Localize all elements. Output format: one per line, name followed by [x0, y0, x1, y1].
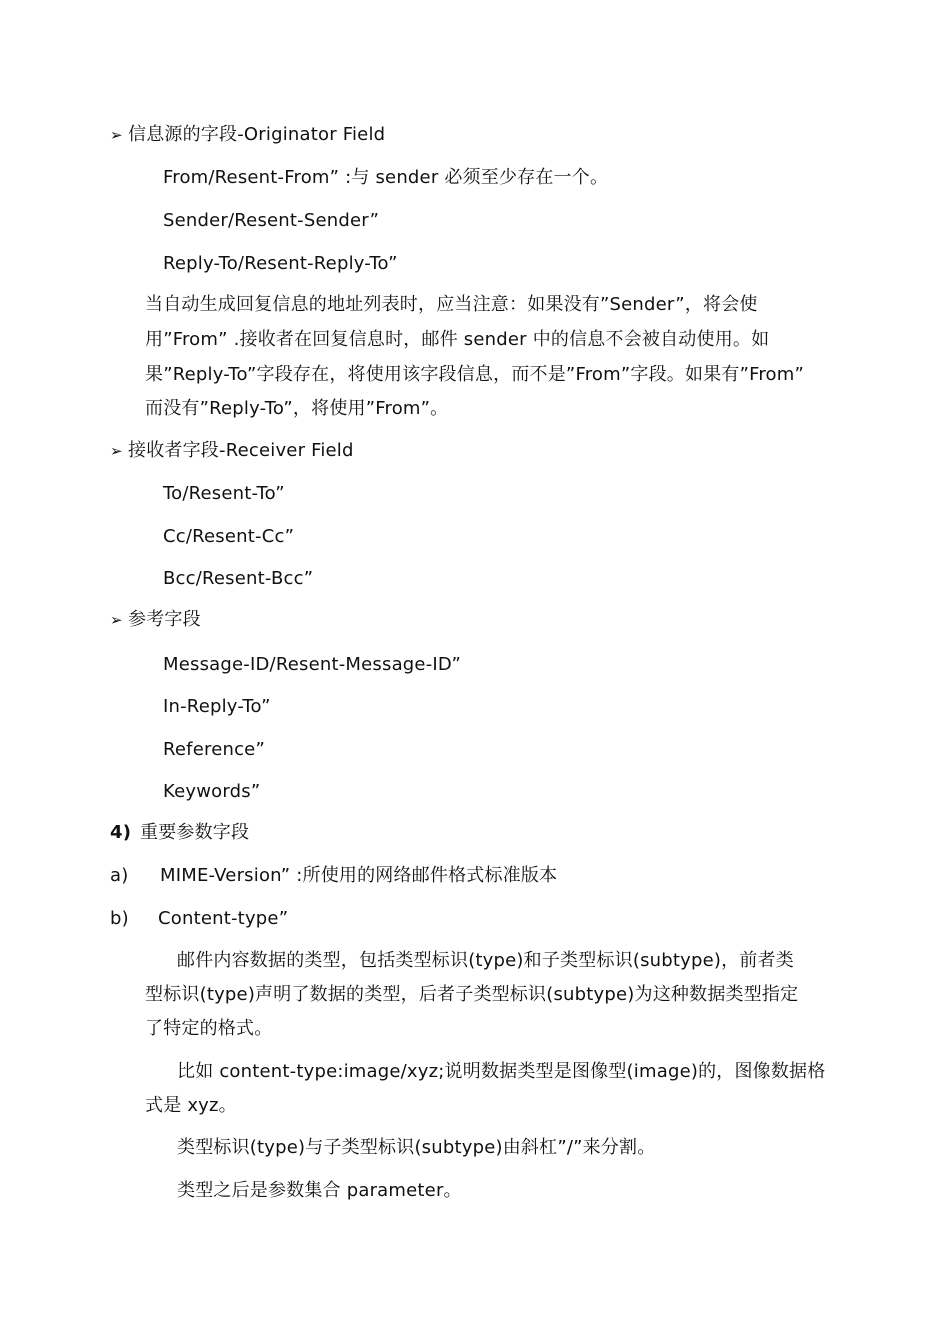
item-b-label: b)	[110, 908, 129, 929]
item-b	[110, 907, 288, 931]
originator-title: 信息源的字段-Originator Field	[128, 124, 386, 145]
important-heading	[110, 821, 249, 845]
originator-item-from: From/Resent-From” :与 sender 必须至少存在一个。	[163, 167, 609, 188]
important-title: 重要参数字段	[140, 822, 250, 843]
arrow-bullet-icon: ➢	[110, 611, 123, 629]
content-type-para4: 类型之后是参数集合 parameter。	[177, 1180, 462, 1201]
receiver-item-bcc: Bcc/Resent-Bcc”	[163, 568, 314, 589]
reference-item-keywords: Keywords”	[163, 781, 261, 802]
receiver-item-cc: Cc/Resent-Cc”	[163, 526, 295, 547]
content-type-para1-line-2: 型标识(type)声明了数据的类型，后者子类型标识(subtype)为这种数据类型指定	[145, 984, 799, 1005]
receiver-title: 接收者字段-Receiver Field	[128, 440, 354, 461]
item-b-text: Content-type”	[158, 908, 289, 929]
reference-item-reference: Reference”	[163, 739, 265, 760]
content-type-para1-line-1: 邮件内容数据的类型，包括类型标识(type)和子类型标识(subtype)，前者类	[177, 950, 794, 971]
content-type-para2-line-2: 式是 xyz。	[145, 1095, 237, 1116]
originator-note-line-1: 当自动生成回复信息的地址列表时，应当注意：如果没有”Sender”，将会使	[145, 294, 758, 315]
originator-item-sender: Sender/Resent-Sender”	[163, 210, 380, 231]
item-a-text: MIME-Version” :所使用的网络邮件格式标准版本	[160, 865, 558, 886]
originator-note-line-2: 用”From” .接收者在回复信息时，邮件 sender 中的信息不会被自动使用。如	[145, 329, 770, 350]
arrow-bullet-icon: ➢	[110, 126, 123, 144]
reference-title: 参考字段	[128, 609, 201, 630]
receiver-item-to: To/Resent-To”	[163, 483, 285, 504]
receiver-heading	[110, 439, 354, 463]
item-a-label: a)	[110, 865, 129, 886]
reference-item-in-reply-to: In-Reply-To”	[163, 696, 271, 717]
content-type-para2-line-1: 比如 content-type:image/xyz;说明数据类型是图像型(image)的，图像数据格	[177, 1061, 826, 1082]
originator-note-line-4: 而没有”Reply-To”，将使用”From”。	[145, 398, 449, 419]
arrow-bullet-icon: ➢	[110, 442, 123, 460]
section-number: 4)	[110, 822, 132, 843]
originator-heading	[110, 123, 385, 147]
content-type-para1-line-3: 了特定的格式。	[145, 1018, 273, 1039]
content-type-para3: 类型标识(type)与子类型标识(subtype)由斜杠”/”来分割。	[177, 1137, 656, 1158]
reference-item-message-id: Message-ID/Resent-Message-ID”	[163, 654, 462, 675]
reference-heading	[110, 608, 201, 632]
originator-item-reply-to: Reply-To/Resent-Reply-To”	[163, 253, 398, 274]
item-a	[110, 864, 557, 888]
originator-note-line-3: 果”Reply-To”字段存在，将使用该字段信息，而不是”From”字段。如果有”From”	[145, 364, 805, 385]
